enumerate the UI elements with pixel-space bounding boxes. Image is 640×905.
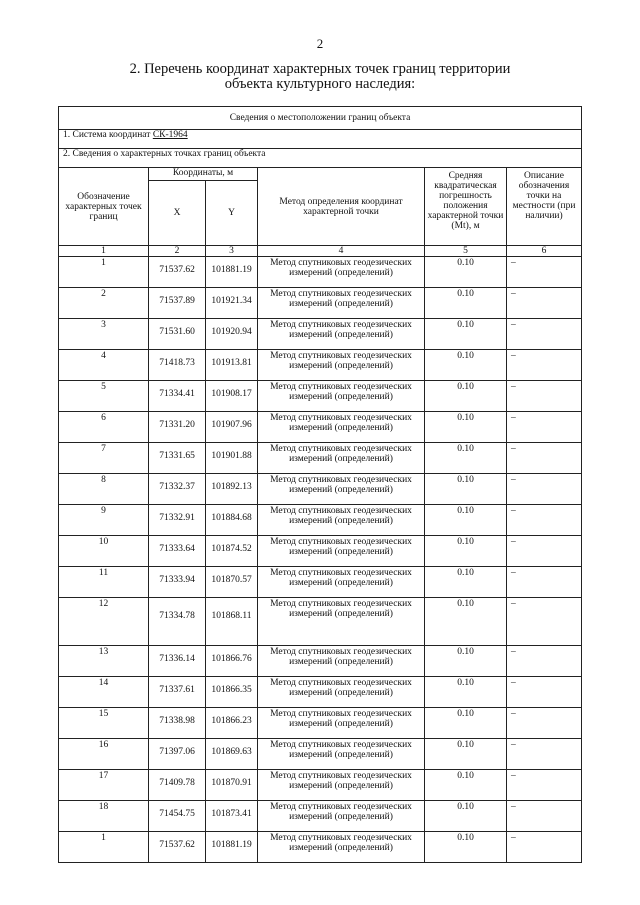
point-cell: 4 <box>59 350 149 381</box>
method-cell: Метод спутниковых геодезических измерений (определений) <box>258 677 425 708</box>
x-cell: 71332.37 <box>149 474 206 505</box>
accuracy-cell: 0.10 <box>425 505 507 536</box>
point-cell: 10 <box>59 536 149 567</box>
title-line-2: объекта культурного наследия: <box>224 76 416 92</box>
x-cell: 71531.60 <box>149 319 206 350</box>
method-cell: Метод спутниковых геодезических измерений (определений) <box>258 443 425 474</box>
description-cell: – <box>507 567 582 598</box>
method-cell: Метод спутниковых геодезических измерений (определений) <box>258 288 425 319</box>
y-cell: 101881.19 <box>206 257 258 288</box>
table-row <box>59 646 582 677</box>
accuracy-cell: 0.10 <box>425 646 507 677</box>
table-body <box>59 257 582 863</box>
table-row <box>59 567 582 598</box>
table-row <box>59 412 582 443</box>
description-cell: – <box>507 505 582 536</box>
x-cell: 71331.20 <box>149 412 206 443</box>
table-row <box>59 598 582 646</box>
y-cell: 101892.13 <box>206 474 258 505</box>
x-cell: 71409.78 <box>149 770 206 801</box>
point-cell: 8 <box>59 474 149 505</box>
point-cell: 16 <box>59 739 149 770</box>
column-number: 4 <box>258 246 425 257</box>
point-cell: 13 <box>59 646 149 677</box>
column-number: 1 <box>59 246 149 257</box>
y-cell: 101907.96 <box>206 412 258 443</box>
table-row <box>59 257 582 288</box>
column-number: 5 <box>425 246 507 257</box>
method-cell: Метод спутниковых геодезических измерений (определений) <box>258 832 425 863</box>
table-row <box>59 381 582 412</box>
method-cell: Метод спутниковых геодезических измерений (определений) <box>258 412 425 443</box>
x-cell: 71418.73 <box>149 350 206 381</box>
y-cell: 101869.63 <box>206 739 258 770</box>
point-cell: 9 <box>59 505 149 536</box>
accuracy-cell: 0.10 <box>425 708 507 739</box>
accuracy-cell: 0.10 <box>425 739 507 770</box>
accuracy-cell: 0.10 <box>425 474 507 505</box>
point-cell: 17 <box>59 770 149 801</box>
table-row <box>59 536 582 567</box>
x-cell: 71336.14 <box>149 646 206 677</box>
y-cell: 101874.52 <box>206 536 258 567</box>
description-cell: – <box>507 801 582 832</box>
table-row <box>59 677 582 708</box>
x-cell: 71332.91 <box>149 505 206 536</box>
description-cell: – <box>507 474 582 505</box>
header-method: Метод определения координат характерной точки <box>258 168 425 246</box>
method-cell: Метод спутниковых геодезических измерений (определений) <box>258 598 425 646</box>
method-cell: Метод спутниковых геодезических измерений (определений) <box>258 257 425 288</box>
header-point-designation: Обозначение характерных точек границ <box>59 168 149 246</box>
page-number: 2 <box>316 36 324 51</box>
point-cell: 1 <box>59 832 149 863</box>
accuracy-cell: 0.10 <box>425 567 507 598</box>
y-cell: 101870.57 <box>206 567 258 598</box>
table-row <box>59 319 582 350</box>
point-cell: 11 <box>59 567 149 598</box>
points-section-title: 2. Сведения о характерных точках границ объекта <box>59 149 582 168</box>
description-cell: – <box>507 412 582 443</box>
column-number: 3 <box>206 246 258 257</box>
method-cell: Метод спутниковых геодезических измерений (определений) <box>258 381 425 412</box>
accuracy-cell: 0.10 <box>425 770 507 801</box>
table-caption: Сведения о местоположении границ объекта <box>59 107 582 130</box>
table-row <box>59 770 582 801</box>
x-cell: 71338.98 <box>149 708 206 739</box>
description-cell: – <box>507 536 582 567</box>
description-cell: – <box>507 443 582 474</box>
method-cell: Метод спутниковых геодезических измерений (определений) <box>258 708 425 739</box>
y-cell: 101866.23 <box>206 708 258 739</box>
x-cell: 71333.94 <box>149 567 206 598</box>
column-numbers-row <box>59 246 582 257</box>
point-cell: 3 <box>59 319 149 350</box>
header-x: X <box>149 181 206 246</box>
accuracy-cell: 0.10 <box>425 677 507 708</box>
y-cell: 101921.34 <box>206 288 258 319</box>
description-cell: – <box>507 708 582 739</box>
accuracy-cell: 0.10 <box>425 832 507 863</box>
y-cell: 101870.91 <box>206 770 258 801</box>
point-cell: 2 <box>59 288 149 319</box>
accuracy-cell: 0.10 <box>425 598 507 646</box>
accuracy-cell: 0.10 <box>425 443 507 474</box>
description-cell: – <box>507 257 582 288</box>
boundary-coordinates-table <box>58 106 582 863</box>
y-cell: 101884.68 <box>206 505 258 536</box>
x-cell: 71454.75 <box>149 801 206 832</box>
table-row <box>59 288 582 319</box>
point-cell: 6 <box>59 412 149 443</box>
y-cell: 101908.17 <box>206 381 258 412</box>
point-cell: 12 <box>59 598 149 646</box>
description-cell: – <box>507 598 582 646</box>
accuracy-cell: 0.10 <box>425 412 507 443</box>
accuracy-cell: 0.10 <box>425 257 507 288</box>
x-cell: 71397.06 <box>149 739 206 770</box>
point-cell: 14 <box>59 677 149 708</box>
table-row <box>59 474 582 505</box>
description-cell: – <box>507 646 582 677</box>
point-cell: 18 <box>59 801 149 832</box>
x-cell: 71334.41 <box>149 381 206 412</box>
description-cell: – <box>507 288 582 319</box>
table-row <box>59 832 582 863</box>
accuracy-cell: 0.10 <box>425 319 507 350</box>
y-cell: 101913.81 <box>206 350 258 381</box>
accuracy-cell: 0.10 <box>425 801 507 832</box>
y-cell: 101866.35 <box>206 677 258 708</box>
description-cell: – <box>507 770 582 801</box>
accuracy-cell: 0.10 <box>425 350 507 381</box>
method-cell: Метод спутниковых геодезических измерений (определений) <box>258 567 425 598</box>
y-cell: 101873.41 <box>206 801 258 832</box>
method-cell: Метод спутниковых геодезических измерений (определений) <box>258 801 425 832</box>
point-cell: 1 <box>59 257 149 288</box>
x-cell: 71337.61 <box>149 677 206 708</box>
header-coordinates: Координаты, м <box>149 168 258 181</box>
x-cell: 71537.62 <box>149 257 206 288</box>
table-row <box>59 708 582 739</box>
y-cell: 101868.11 <box>206 598 258 646</box>
description-cell: – <box>507 739 582 770</box>
y-cell: 101881.19 <box>206 832 258 863</box>
table-row <box>59 350 582 381</box>
x-cell: 71537.89 <box>149 288 206 319</box>
accuracy-cell: 0.10 <box>425 536 507 567</box>
method-cell: Метод спутниковых геодезических измерений (определений) <box>258 319 425 350</box>
header-y: Y <box>206 181 258 246</box>
x-cell: 71331.65 <box>149 443 206 474</box>
y-cell: 101920.94 <box>206 319 258 350</box>
point-cell: 5 <box>59 381 149 412</box>
accuracy-cell: 0.10 <box>425 381 507 412</box>
y-cell: 101901.88 <box>206 443 258 474</box>
page-title <box>0 62 640 92</box>
column-number: 2 <box>149 246 206 257</box>
coord-system-value: СК-1964 <box>152 130 188 140</box>
x-cell: 71537.62 <box>149 832 206 863</box>
method-cell: Метод спутниковых геодезических измерений (определений) <box>258 739 425 770</box>
coord-system-label: 1. Система координат <box>63 130 153 140</box>
title-line-1: 2. Перечень координат характерных точек границ территории <box>129 61 511 77</box>
x-cell: 71334.78 <box>149 598 206 646</box>
method-cell: Метод спутниковых геодезических измерений (определений) <box>258 646 425 677</box>
description-cell: – <box>507 381 582 412</box>
y-cell: 101866.76 <box>206 646 258 677</box>
header-description: Описание обозначения точки на местности (при наличии) <box>507 168 582 246</box>
point-cell: 15 <box>59 708 149 739</box>
method-cell: Метод спутниковых геодезических измерений (определений) <box>258 505 425 536</box>
column-number: 6 <box>507 246 582 257</box>
accuracy-cell: 0.10 <box>425 288 507 319</box>
method-cell: Метод спутниковых геодезических измерений (определений) <box>258 350 425 381</box>
table-row <box>59 505 582 536</box>
method-cell: Метод спутниковых геодезических измерений (определений) <box>258 474 425 505</box>
description-cell: – <box>507 677 582 708</box>
table-row <box>59 739 582 770</box>
method-cell: Метод спутниковых геодезических измерений (определений) <box>258 536 425 567</box>
method-cell: Метод спутниковых геодезических измерений (определений) <box>258 770 425 801</box>
description-cell: – <box>507 319 582 350</box>
x-cell: 71333.64 <box>149 536 206 567</box>
point-cell: 7 <box>59 443 149 474</box>
coord-system-row <box>59 130 582 149</box>
description-cell: – <box>507 832 582 863</box>
table-row <box>59 801 582 832</box>
header-accuracy: Средняя квадратическая погрешность положения характерной точки (Mt), м <box>425 168 507 246</box>
table-row <box>59 443 582 474</box>
description-cell: – <box>507 350 582 381</box>
